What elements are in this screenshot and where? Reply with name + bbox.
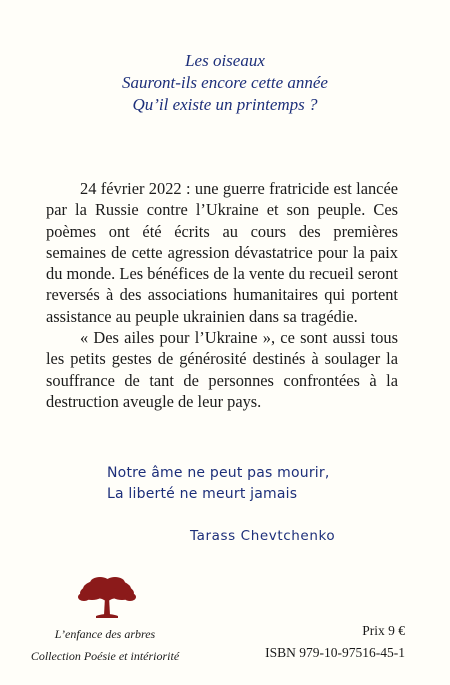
back-cover-text [46,178,398,412]
epigraph-line: Sauront-ils encore cette année [122,73,328,92]
epigraph-line: Qu’il existe un printemps ? [132,95,318,114]
paragraph: « Des ailes pour l’Ukraine », ce sont aussi tous les petits gestes de générosité destinés à soulager la souffrance de tant de personnes confrontées à la destruction aveugle de leur pays. [46,328,398,411]
tree-icon [76,575,138,619]
poem-quote [107,463,330,505]
collection-name: Collection Poésie et intériorité [30,649,180,663]
publisher-block [20,623,190,667]
epigraph [0,50,450,116]
poem-line: La liberté ne meurt jamais [107,486,298,502]
publisher-name: L’enfance des arbres [54,627,156,641]
price: Prix 9 € [362,623,405,638]
isbn: ISBN 979-10-97516-45-1 [265,645,405,660]
poem-line: Notre âme ne peut pas mourir, [107,465,330,481]
poem-author: Tarass Chevtchenko [190,528,336,544]
paragraph: 24 février 2022 : une guerre fratricide est lancée par la Russie contre l’Ukraine et son peuple. Ces poèmes ont été écrits au cours des premières semaines de cette agression dévastatrice pour la paix du monde. Les bénéfices de la vente du recueil seront reversés à des associations humanitaires qui portent assistance au peuple ukrainien dans sa tragédie. [46,179,398,326]
price-block [265,620,405,664]
epigraph-line: Les oiseaux [185,51,265,70]
